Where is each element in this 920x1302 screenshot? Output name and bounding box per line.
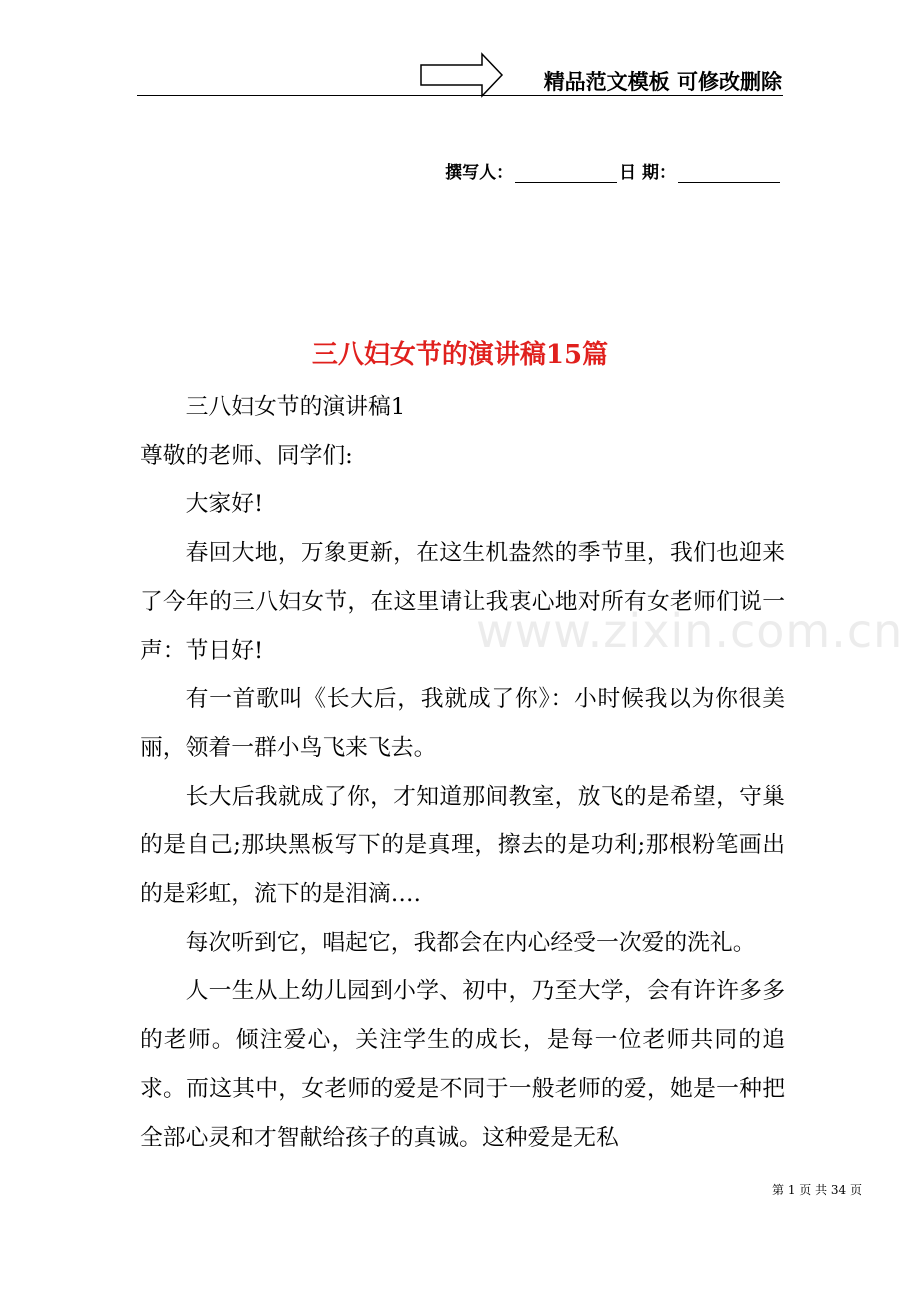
body-paragraph: 尊敬的老师、同学们:: [140, 442, 353, 469]
body-paragraph: 三八妇女节的演讲稿1: [185, 394, 406, 420]
page-number: 第 1 页 共 34 页: [772, 1183, 862, 1197]
body-paragraph: 有一首歌叫《长大后，我就成了你》：小时候我以为你很美丽，领着一群小鸟飞来飞去。: [140, 686, 785, 761]
header-divider: [137, 95, 783, 96]
author-blank: [515, 162, 617, 183]
arrow-right-icon: [420, 52, 504, 98]
author-label: 撰写人：: [445, 163, 514, 183]
body-paragraph: 大家好!: [185, 491, 264, 518]
date-blank: [678, 162, 780, 183]
body-paragraph: 春回大地，万象更新，在这生机盎然的季节里，我们也迎来了今年的三八妇女节，在这里请让我衷心地对所有女老师们说一声：节日好!: [140, 540, 785, 664]
document-title: 三八妇女节的演讲稿15篇: [311, 340, 609, 370]
header-label: 精品范文模板 可修改删除: [543, 70, 782, 94]
document-body: [140, 383, 785, 1162]
author-date-line: [445, 158, 782, 183]
body-paragraph: 人一生从上幼儿园到小学、初中，乃至大学，会有许许多多的老师。倾注爱心，关注学生的成长，是每一位老师共同的追求。而这其中，女老师的爱是不同于一般老师的爱，她是一种把全部心灵和才智献给孩子的真诚。这种爱是无私: [140, 978, 785, 1151]
date-label: 日 期：: [619, 163, 676, 183]
body-paragraph: 长大后我就成了你，才知道那间教室，放飞的是希望，守巢的是自己;那块黑板写下的是真理，擦去的是功利;那根粉笔画出的是彩虹，流下的是泪滴….: [140, 783, 785, 908]
body-paragraph: 每次听到它，唱起它，我都会在内心经受一次爱的洗礼。: [185, 929, 756, 956]
watermark: www.zixin.com.cn: [476, 604, 904, 658]
